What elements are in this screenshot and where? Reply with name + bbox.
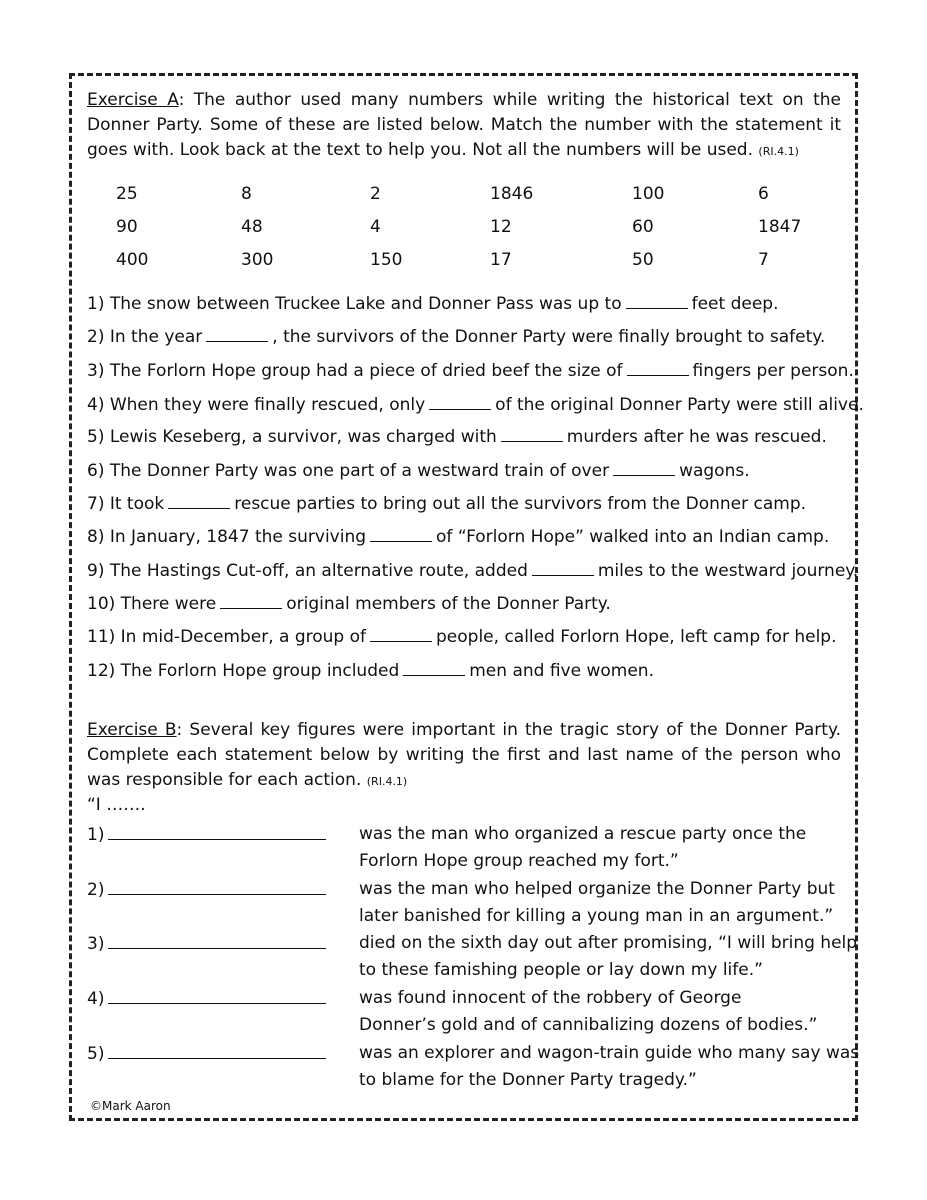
number-row bbox=[116, 250, 816, 283]
answer-blank[interactable] bbox=[168, 494, 230, 509]
answer-blank[interactable] bbox=[220, 594, 282, 609]
question-1: 1) The snow between Truckee Lake and Donner Pass was up to feet deep. bbox=[87, 294, 779, 314]
answer-blank[interactable] bbox=[206, 327, 268, 342]
number-item: 1847 bbox=[758, 217, 802, 237]
question-5: 5) Lewis Keseberg, a survivor, was charged with murders after he was rescued. bbox=[87, 427, 827, 447]
exercise-b-intro bbox=[87, 718, 841, 794]
number-item: 12 bbox=[490, 217, 512, 237]
question-8: 8) In January, 1847 the surviving of “Forlorn Hope” walked into an Indian camp. bbox=[87, 527, 830, 547]
figure-statement-2: was the man who helped organize the Donner Party but later banished for killing a young man in an argument.” bbox=[359, 879, 835, 926]
exercise-b-standard: (RI.4.1) bbox=[366, 775, 408, 788]
number-item: 50 bbox=[632, 250, 654, 270]
number-item: 2 bbox=[370, 184, 381, 204]
question-4: 4) When they were finally rescued, only of the original Donner Party were still alive. bbox=[87, 395, 864, 415]
number-item: 90 bbox=[116, 217, 138, 237]
exercise-a-heading: Exercise A bbox=[87, 90, 179, 110]
number-bank bbox=[116, 184, 816, 283]
figure-item-5: 5) bbox=[87, 1043, 326, 1064]
exercise-a-standard: (RI.4.1) bbox=[758, 145, 799, 158]
number-row bbox=[116, 217, 816, 250]
answer-blank[interactable] bbox=[370, 527, 432, 542]
number-item: 150 bbox=[370, 250, 403, 270]
number-item: 25 bbox=[116, 184, 138, 204]
exercise-b-text: : Several key figures were important in the tragic story of the Donner Party. Complete each statement below by writing the first and last name of the person who was responsible for each action. bbox=[87, 720, 841, 790]
copyright: ©Mark Aaron bbox=[90, 1099, 171, 1113]
answer-blank[interactable] bbox=[613, 461, 675, 476]
figure-item-1: 1) bbox=[87, 824, 326, 845]
number-row bbox=[116, 184, 816, 217]
name-blank[interactable] bbox=[108, 1043, 326, 1059]
question-7: 7) It took rescue parties to bring out all the survivors from the Donner camp. bbox=[87, 494, 807, 514]
answer-blank[interactable] bbox=[627, 361, 689, 376]
figure-item-2: 2) bbox=[87, 879, 326, 900]
number-item: 60 bbox=[632, 217, 654, 237]
answer-blank[interactable] bbox=[370, 627, 432, 642]
number-item: 100 bbox=[632, 184, 665, 204]
exercise-a-intro bbox=[87, 88, 841, 164]
figure-statement-3: died on the sixth day out after promising, “I will bring help to these famishing people or lay down my life.” bbox=[359, 933, 858, 980]
figure-item-4: 4) bbox=[87, 988, 326, 1009]
question-10: 10) There were original members of the Donner Party. bbox=[87, 594, 611, 614]
number-item: 8 bbox=[241, 184, 252, 204]
answer-blank[interactable] bbox=[429, 395, 491, 410]
number-item: 1846 bbox=[490, 184, 534, 204]
answer-blank[interactable] bbox=[626, 294, 688, 309]
answer-blank[interactable] bbox=[501, 427, 563, 442]
number-item: 7 bbox=[758, 250, 769, 270]
name-blank[interactable] bbox=[108, 879, 326, 895]
figure-statement-1: was the man who organized a rescue party once the Forlorn Hope group reached my fort.” bbox=[359, 824, 807, 871]
number-item: 400 bbox=[116, 250, 149, 270]
number-item: 300 bbox=[241, 250, 274, 270]
question-3: 3) The Forlorn Hope group had a piece of dried beef the size of fingers per person. bbox=[87, 361, 854, 381]
number-item: 6 bbox=[758, 184, 769, 204]
name-blank[interactable] bbox=[108, 824, 326, 840]
name-blank[interactable] bbox=[108, 933, 326, 949]
question-9: 9) The Hastings Cut-off, an alternative route, added miles to the westward journey. bbox=[87, 561, 859, 581]
figure-statement-5: was an explorer and wagon-train guide who many say was to blame for the Donner Party tragedy.” bbox=[359, 1043, 860, 1090]
exercise-b-lead: “I ……. bbox=[87, 795, 146, 815]
number-item: 17 bbox=[490, 250, 512, 270]
question-12: 12) The Forlorn Hope group included men and five women. bbox=[87, 661, 654, 681]
number-item: 4 bbox=[370, 217, 381, 237]
question-6: 6) The Donner Party was one part of a westward train of over wagons. bbox=[87, 461, 750, 481]
number-item: 48 bbox=[241, 217, 263, 237]
exercise-a-text: : The author used many numbers while writing the historical text on the Donner Party. Some of these are listed below. Match the number with the statement it goes with. Look back at the text to help you. Not all the numbers will be used. bbox=[87, 90, 841, 160]
name-blank[interactable] bbox=[108, 988, 326, 1004]
figure-item-3: 3) bbox=[87, 933, 326, 954]
figure-statement-4: was found innocent of the robbery of George Donner’s gold and of cannibalizing dozens of bodies.” bbox=[359, 988, 818, 1035]
answer-blank[interactable] bbox=[532, 561, 594, 576]
question-2: 2) In the year , the survivors of the Donner Party were finally brought to safety. bbox=[87, 327, 826, 347]
answer-blank[interactable] bbox=[403, 661, 465, 676]
exercise-b-heading: Exercise B bbox=[87, 720, 177, 740]
question-11: 11) In mid-December, a group of people, called Forlorn Hope, left camp for help. bbox=[87, 627, 837, 647]
